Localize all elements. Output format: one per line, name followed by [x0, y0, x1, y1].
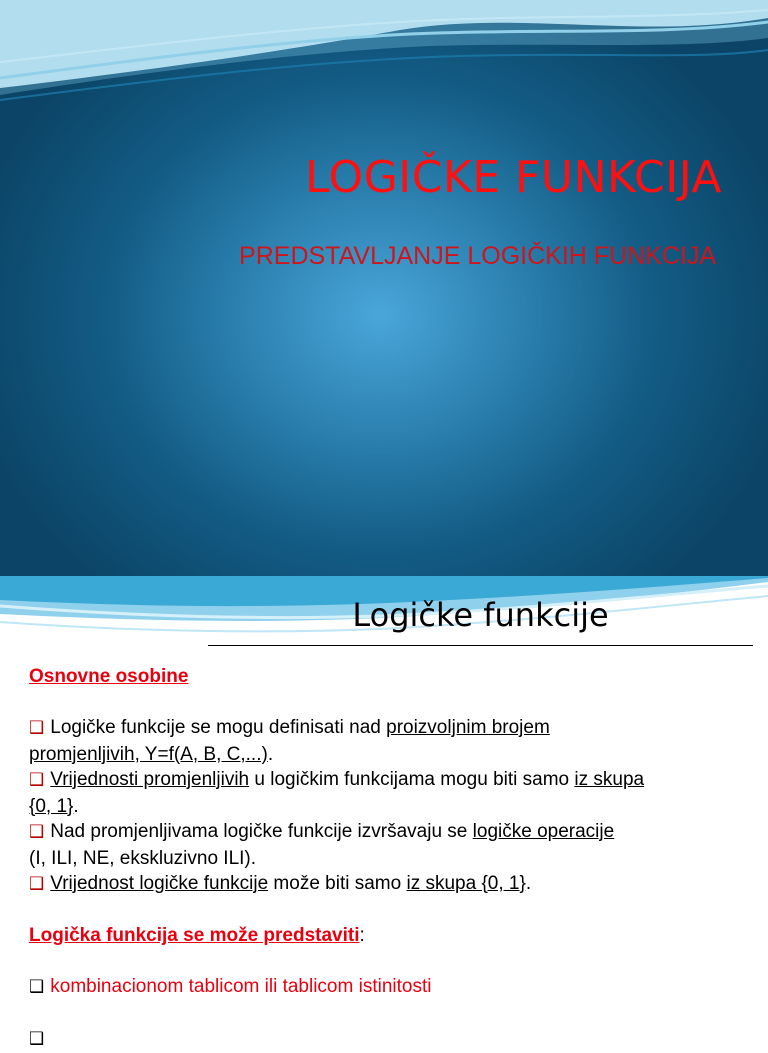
checkbox-bullet-icon: ❑	[29, 1029, 45, 1049]
list-item: ❑ Logičke funkcije se mogu definisati nad proizvoljnim brojem promjenljivih, Y=f(A, B, C,...).	[29, 717, 550, 765]
title-divider	[208, 645, 753, 646]
slide-title: Logičke funkcije	[352, 596, 609, 634]
checkbox-bullet-icon: ❑	[29, 770, 45, 790]
list-item: ❑ kombinacionom tablicom ili tablicom istinitosti	[29, 976, 432, 997]
list-item	[29, 1026, 749, 1053]
slide-title: LOGIČKE FUNKCIJA	[305, 152, 722, 203]
list-item: ❑ Vrijednost logičke funkcije može biti samo iz skupa {0, 1}.	[29, 873, 532, 894]
content-slide	[0, 576, 768, 1049]
checkbox-bullet-icon: ❑	[29, 822, 45, 842]
checkbox-bullet-icon: ❑	[29, 874, 45, 894]
list-item: ❑ Nad promjenljivama logičke funkcije izvršavaju se logičke operacije (I, ILI, NE, ekskluzivno ILI).	[29, 821, 615, 869]
section-heading: Osnovne osobine	[29, 666, 189, 687]
slide-body: Osnovne osobine ❑ Logičke funkcije se mogu definisati nad proizvoljnim brojem promjenljivih, Y=f(A, B, C,...). ❑ Vrijednosti promjenljivih u logičkim funkcijama mogu biti samo iz skupa {0, 1}. ❑ Nad promjenljivama logičke funkcije izvršavaju se logičke operacije (I, ILI, NE, ekskluzivno ILI). ❑ Vrijednost logičke funkcije može biti samo iz skupa {0, 1}. Logička funkcija se može predstaviti: ❑ kombinacionom tablicom ili tablicom istinitosti ❑	[29, 664, 749, 1053]
list-item: ❑ Vrijednosti promjenljivih u logičkim funkcijama mogu biti samo iz skupa {0, 1}.	[29, 769, 645, 817]
slide-subtitle: PREDSTAVLJANJE LOGIČKIH FUNKCIJA	[239, 242, 716, 270]
wave-decoration-top	[0, 0, 768, 130]
section-heading: Logička funkcija se može predstaviti	[29, 925, 360, 946]
checkbox-bullet-icon: ❑	[29, 718, 45, 738]
checkbox-bullet-icon: ❑	[29, 977, 45, 997]
